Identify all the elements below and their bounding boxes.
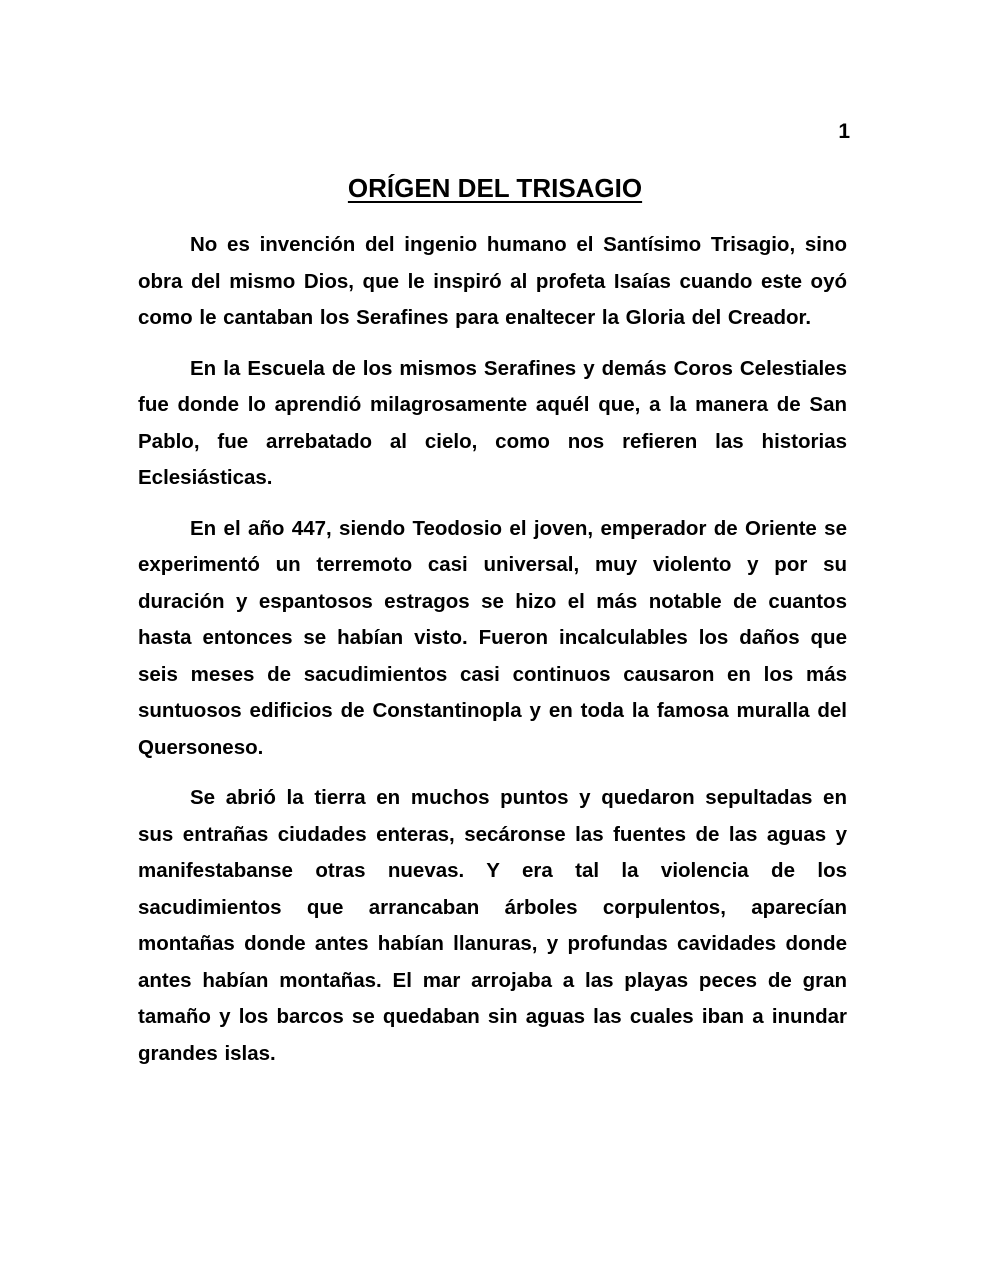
paragraph-2: En la Escuela de los mismos Serafines y demás Coros Celestiales fue donde lo aprendió milagrosamente aquél que, a la manera de San Pablo, fue arrebatado al cielo, como nos refieren las historias Eclesiásticas.	[138, 356, 847, 489]
paragraph-4: Se abrió la tierra en muchos puntos y quedaron sepultadas en sus entrañas ciudades enteras, secáronse las fuentes de las aguas y manifestabanse otras nuevas. Y era tal la violencia de los sacudimientos que arrancaban árboles corpulentos, aparecían montañas donde antes habían llanuras, y profundas cavidades donde antes habían montañas. El mar arrojaba a las playas peces de gran tamaño y los barcos se quedaban sin aguas las cuales iban a inundar grandes islas.	[138, 786, 847, 1065]
paragraph-3: En el año 447, siendo Teodosio el joven, emperador de Oriente se experimentó un terremoto casi universal, muy violento y por su duración y espantosos estragos se hizo el más notable de cuantos hasta entonces se habían visto. Fueron incalculables los daños que seis meses de sacudimientos casi continuos causaron en los más suntuosos edificios de Constantinopla y en toda la famosa muralla del Quersoneso.	[138, 516, 847, 759]
page-title: ORÍGEN DEL TRISAGIO	[347, 173, 643, 203]
document-body	[138, 227, 847, 1086]
paragraph-1: No es invención del ingenio humano el Santísimo Trisagio, sino obra del mismo Dios, que le inspiró al profeta Isaías cuando este oyó como le cantaban los Serafines para enaltecer la Gloria del Creador.	[138, 233, 847, 329]
page-number: 1	[838, 120, 850, 143]
